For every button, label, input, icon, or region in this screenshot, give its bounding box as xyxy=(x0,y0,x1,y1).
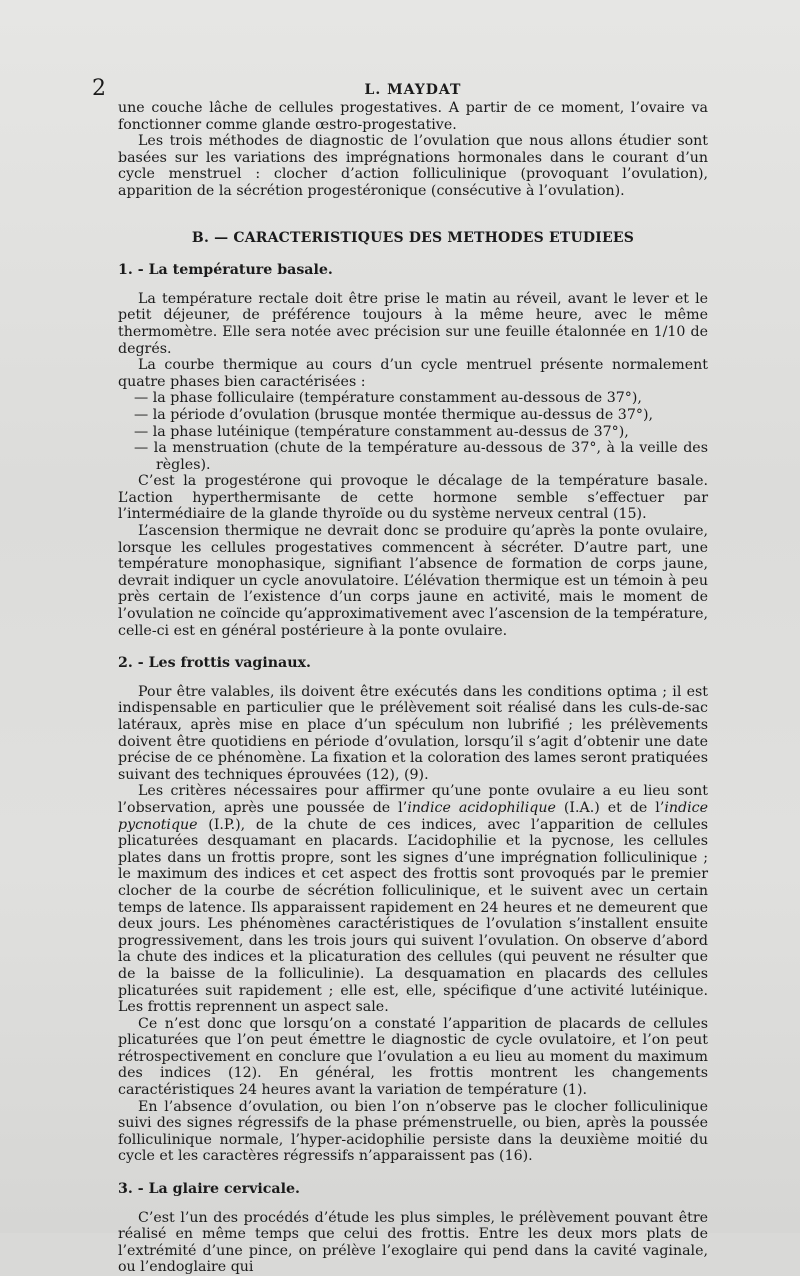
page-number: 2 xyxy=(92,76,106,101)
section-1-heading: 1. - La température basale. xyxy=(118,262,333,279)
body-text xyxy=(118,100,708,1276)
running-header xyxy=(92,70,708,101)
s1-bullet-3: — la phase lutéinique (température constamment au-dessus de 37°), xyxy=(134,423,629,440)
indice-pycnotique-term: indice pycnotique xyxy=(118,799,708,833)
intro-paragraph-1: une couche lâche de cellules progestatives. A partir de ce moment, l’ovaire va fonctionner comme glande œstro-progestative. xyxy=(118,100,708,133)
s2-p2-part-b: (I.A.) et de l’ xyxy=(555,799,665,816)
s1-bullet-4: — la menstruation (chute de la température au-dessous de 37°, à la veille des règles). xyxy=(134,440,708,473)
s2-paragraph-4: En l’absence d’ovulation, ou bien l’on n’observe pas le clocher folliculinique suivi des signes régressifs de la phase prémenstruelle, ou bien, après la poussée folliculinique normale, l’hyper-acidophilie persiste dans la deuxième moitié du cycle et les caractères régressifs n’apparaissent pas (16). xyxy=(118,1098,708,1165)
s2-paragraph-3: Ce n’est donc que lorsqu’on a constaté l’apparition de placards de cellules plicaturées que l’on peut émettre le diagnostic de cycle ovulatoire, et l’on peut rétrospectivement en conclure que l’ovulation a eu lieu au moment du maximum des indices (12). En général, les frottis montrent les changements caractéristiques 24 heures avant la variation de température (1). xyxy=(118,1015,708,1099)
indice-acidophilique-term: indice acidophilique xyxy=(407,799,556,816)
section-3-heading: 3. - La glaire cervicale. xyxy=(118,1181,300,1198)
s1-paragraph-1: La température rectale doit être prise le matin au réveil, avant le lever et le petit déjeuner, de préférence toujours à la même heure, avec le même thermomètre. Elle sera notée avec précision sur une feuille étalonnée en 1/10 de degrés. xyxy=(118,290,708,357)
s2-paragraph-2 xyxy=(118,783,708,1015)
s2-p2-part-a: Les critères nécessaires pour affirmer qu’une ponte ovulaire a eu lieu sont l’observation, après une poussée de l’ xyxy=(118,783,708,816)
s1-paragraph-3: C’est la progestérone qui provoque le décalage de la température basale. L’action hyperthermisante de cette hormone semble s’effectuer par l’intermédiaire de la glande thyroïde ou du système nerveux central (15). xyxy=(118,473,708,523)
s1-bullet-2: — la période d’ovulation (brusque montée thermique au-dessus de 37°), xyxy=(134,406,653,423)
s3-paragraph-1: C’est l’un des procédés d’étude les plus simples, le prélèvement pouvant être réalisé en même temps que celui des frottis. Entre les deux mors plats de l’extrémité d’une pince, on prélève l’exoglaire qui pend dans la cavité vaginale, ou l’endoglaire qui xyxy=(118,1209,708,1276)
s1-bullet-1: — la phase folliculaire (température constamment au-dessous de 37°), xyxy=(134,390,642,407)
s1-paragraph-2: La courbe thermique au cours d’un cycle mentruel présente normalement quatre phases bien caractérisées : xyxy=(118,357,708,390)
s2-p2-part-c: (I.P.), de la chute de ces indices, avec l’apparition de cellules plicaturées desquamant en placards. L’acidophilie et la pycnose, les cellules plates dans un frottis propre, sont les signes d’une imprégnation folliculinique ; le maximum des indices et cet aspect des frottis sont provoqués par le premier clocher de la courbe de sécrétion folliculinique, et le suivent avec un certain temps de latence. Ils apparaissent rapidement en 24 heures et ne demeurent que deux jours. Les phénomènes caractéristiques de l’ovulation s’installent ensuite progressivement, dans les trois jours qui suivent l’ovulation. On observe d’abord la chute des indices et la plicaturation des cellules (qui peuvent ne résulter que de la baisse de la folliculinie). La desquamation en placards des cellules plicaturées suit rapidement ; elle est, elle, spécifique d’une activité lutéinique. Les frottis reprennent un aspect sale. xyxy=(118,816,708,1016)
s1-paragraph-4: L’ascension thermique ne devrait donc se produire qu’après la ponte ovulaire, lorsque les cellules progestatives commencent à sécréter. D’autre part, une température monophasique, signifiant l’absence de formation de corps jaune, devrait indiquer un cycle anovulatoire. L’élévation thermique est un témoin à peu près certain de l’existence d’un corps jaune en activité, mais le moment de l’ovulation ne coïncide qu’approximativement avec l’ascension de la température, celle-ci est en général postérieure à la ponte ovulaire. xyxy=(118,523,708,639)
s2-paragraph-1: Pour être valables, ils doivent être exécutés dans les conditions optima ; il est indispensable en particulier que le prélèvement soit réalisé dans les culs-de-sac latéraux, après mise en place d’un spéculum non lubrifié ; les prélèvements doivent être quotidiens en période d’ovulation, lorsqu’il s’agit d’obtenir une date précise de ce phénomène. La fixation et la coloration des lames seront pratiquées suivant des techniques éprouvées (12), (9). xyxy=(118,683,708,783)
running-title: L. MAYDAT xyxy=(364,82,462,98)
section-2-heading: 2. - Les frottis vaginaux. xyxy=(118,655,311,672)
intro-paragraph-2: Les trois méthodes de diagnostic de l’ovulation que nous allons étudier sont basées sur les variations des imprégnations hormonales dans le courant d’un cycle menstruel : clocher d’action folliculinique (provoquant l’ovulation), apparition de la sécrétion progestéronique (consécutive à l’ovulation). xyxy=(118,133,708,199)
section-b-title: B. — CARACTERISTIQUES DES METHODES ETUDIEES xyxy=(191,229,635,246)
